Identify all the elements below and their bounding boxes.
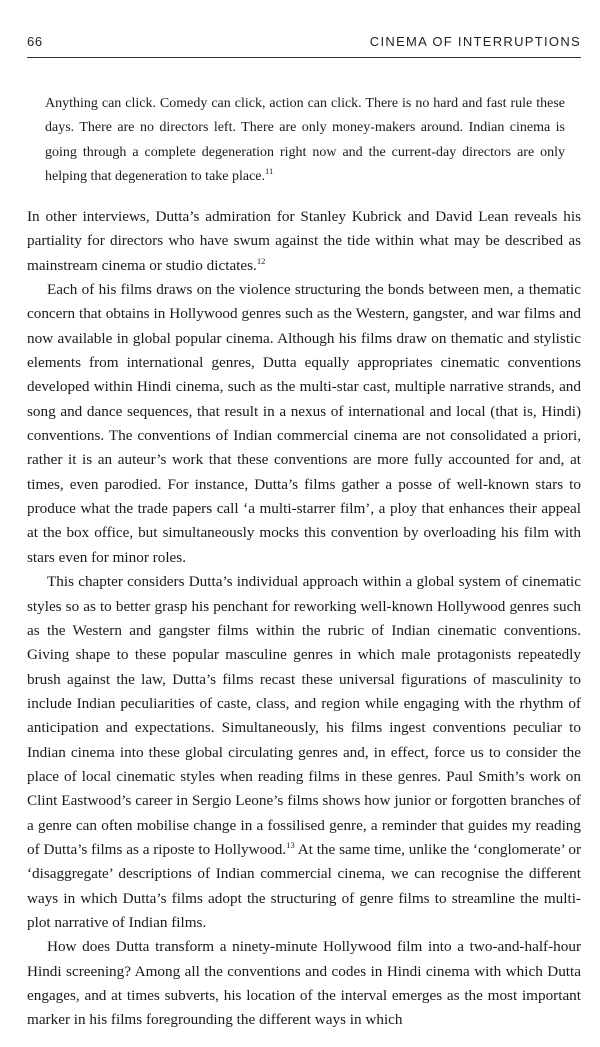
footnote-marker: 11: [265, 165, 274, 176]
body-text: [27, 205, 581, 1033]
page-number: 66: [27, 34, 43, 49]
footnote-marker: 13: [286, 839, 295, 850]
paragraph-text: At the same time, unlike the ‘conglomerate’ or ‘disaggregate’ descriptions of Indian commercial cinema, we can recognise the different ways in which Dutta’s films adopt the structuring of genre films to streamline the multi-plot narrative of Indian films.: [27, 840, 581, 931]
block-quote-paragraph: [45, 92, 565, 189]
paragraph: [27, 205, 581, 278]
paragraph-text: In other interviews, Dutta’s admiration for Stanley Kubrick and David Lean reveals his partiality for directors who have swum against the tide within what may be described as mainstream cinema or studio dictates.: [27, 208, 581, 274]
footnote-marker: 12: [256, 255, 266, 266]
running-header: [27, 34, 581, 56]
block-quote: [45, 92, 565, 189]
header-rule: [27, 57, 581, 58]
paragraph: [27, 570, 581, 935]
running-title: CINEMA OF INTERRUPTIONS: [369, 34, 581, 49]
paragraph-text: How does Dutta transform a ninety-minute Hollywood film into a two-and-half-hour Hindi screening? Among all the conventions and codes in Hindi cinema with which Dutta engages, and at times subverts, his location of the interval emerges as the most important marker in his films foregrounding the different ways in which: [27, 938, 581, 1029]
paragraph: [27, 935, 581, 1032]
paragraph-text: This chapter considers Dutta’s individual approach within a global system of cinematic styles so as to better grasp his penchant for reworking well-known Hollywood genres such as the Western and gangster films within the rubric of Indian cinematic conventions. Giving shape to these popular masculine genres in which male protagonists repeatedly brush against the law, Dutta’s films recast these universal figurations of masculinity to include Indian peculiarities of caste, class, and region while engaging with the rhythm of anticipation and expectations. Simultaneously, his films ingest conventions peculiar to Indian cinema into these global circulating genres and, in effect, force us to consider the place of local cinematic styles when reading films in these genres. Paul Smith’s work on Clint Eastwood’s career in Sergio Leone’s films shows how junior or forgotten branches of a genre can often mobilise change in a fossilised genre, a reminder that guides my reading of Dutta’s films as a riposte to Hollywood.: [27, 573, 581, 858]
block-quote-text: Anything can click. Comedy can click, action can click. There is no hard and fast rule these days. There are no directors left. There are only money-makers around. Indian cinema is going through a complete degeneration right now and the current-day directors are only helping that degeneration to take place.: [45, 96, 565, 184]
paragraph-text: Each of his films draws on the violence structuring the bonds between men, a thematic concern that obtains in Hollywood genres such as the Western, gangster, and war films and now available in global popular cinema. Although his films draw on thematic and stylistic elements from international genres, Dutta equally appropriates cinematic conventions developed within Hindi cinema, such as the multi-star cast, multiple narrative strands, and song and dance sequences, that result in a nexus of international and local (that is, Hindi) conventions. The conventions of Indian commercial cinema are not consolidated a priori, rather it is an auteur’s work that these conventions are more fully accounted for and, at times, even parodied. For instance, Dutta’s films gather a posse of well-known stars to produce what the trade papers call ‘a multi-starrer film’, a ploy that enhances their appeal at the box office, but simultaneously mocks this convention by overloading his film with stars even for minor roles.: [27, 281, 581, 566]
paragraph: [27, 278, 581, 570]
